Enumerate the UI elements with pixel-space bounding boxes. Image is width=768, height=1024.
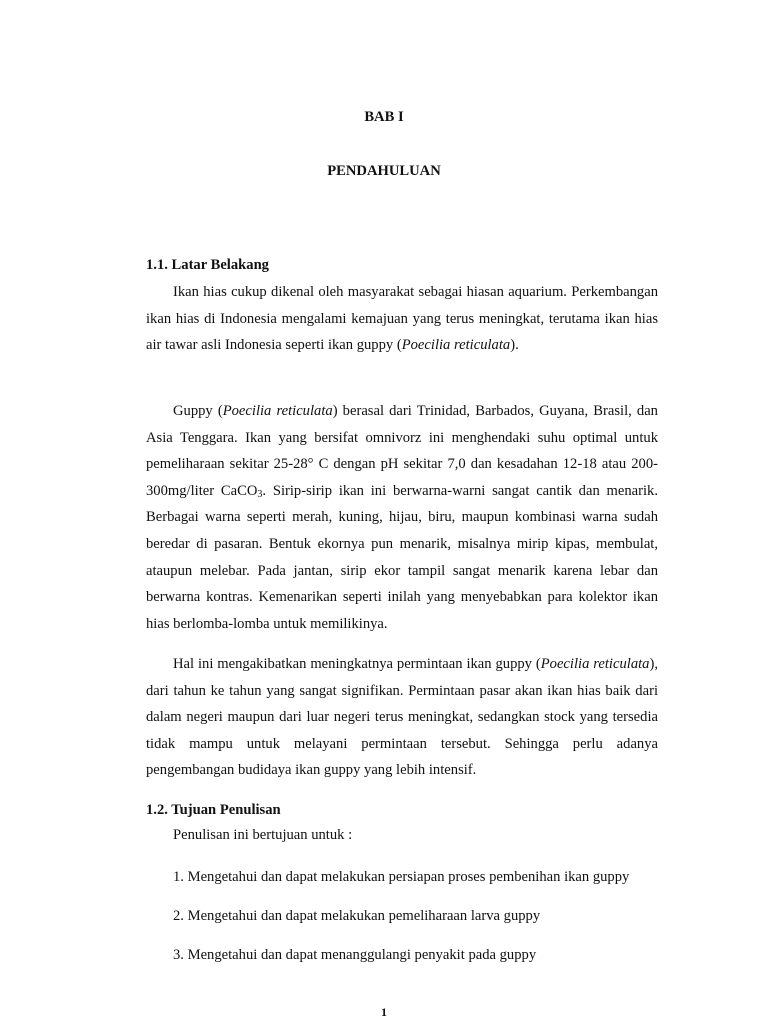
paragraph-1 bbox=[146, 279, 658, 359]
paragraph-2-text-a: Guppy ( bbox=[173, 403, 223, 419]
paragraph-2-text-b: ) berasal dari Trinidad, Barbados, Guyana, Brasil, dan Asia Tenggara. Ikan yang bersifat omnivorz ini menghendaki suhu optimal untuk pemeliharaan sekitar 25-28° C dengan pH sekitar 7,0 dan kesadahan 12-18 atau 200-300mg/liter CaCO bbox=[146, 403, 658, 499]
list-item: 2. Mengetahui dan dapat melakukan pemeliharaan larva guppy bbox=[173, 908, 541, 924]
chapter-number: BAB I bbox=[364, 109, 404, 125]
list-item: 1. Mengetahui dan dapat melakukan persiapan proses pembenihan ikan guppy bbox=[173, 869, 630, 885]
species-name: Poecilia reticulata bbox=[540, 656, 650, 672]
species-name: Poecilia reticulata bbox=[401, 337, 511, 354]
chemical-subscript: 3 bbox=[257, 488, 263, 500]
chapter-title: PENDAHULUAN bbox=[327, 163, 441, 179]
paragraph-2-text-c: . Sirip-sirip ikan ini berwarna-warni sangat cantik dan menarik. Berbagai warna seperti merah, kuning, hijau, biru, maupun kombinasi warna sudah beredar di pasaran. Bentuk ekornya pun menarik, misalnya mirip kipas, membulat, ataupun melebar. Pada jantan, sirip ekor tampil sangat menarik karena lebar dan berwarna kontras. Kemenarikan seperti inilah yang menyebabkan para kolektor ikan hias berlomba-lomba untuk memilikinya. bbox=[146, 482, 659, 632]
species-name: Poecilia reticulata bbox=[222, 403, 333, 419]
paragraph-1-text-b: ). bbox=[510, 337, 519, 354]
list-item: 3. Mengetahui dan dapat menanggulangi penyakit pada guppy bbox=[173, 947, 537, 963]
paragraph-2 bbox=[146, 398, 658, 637]
page-number: 1 bbox=[381, 1005, 387, 1019]
paragraph-3-text-b: ), dari tahun ke tahun yang sangat signifikan. Permintaan pasar akan ikan hias baik dari dalam negeri maupun dari luar negeri terus meningkat, sedangkan stock yang tersedia tidak mampu untuk melayani permintaan tersebut. Sehingga perlu adanya pengembangan budidaya ikan guppy yang lebih intensif. bbox=[146, 656, 658, 779]
paragraph-1-text-a: Ikan hias cukup dikenal oleh masyarakat sebagai hiasan aquarium. Perkembangan ikan hias di Indonesia mengalami kemajuan yang terus meningkat, terutama ikan hias air tawar asli Indonesia seperti ikan guppy ( bbox=[146, 284, 658, 354]
section-heading-latar-belakang: 1.1. Latar Belakang bbox=[146, 257, 269, 273]
objectives-intro: Penulisan ini bertujuan untuk : bbox=[173, 827, 353, 843]
paragraph-3 bbox=[146, 651, 658, 784]
paragraph-3-text-a: Hal ini mengakibatkan meningkatnya permintaan ikan guppy ( bbox=[173, 656, 541, 672]
section-heading-tujuan-penulisan: 1.2. Tujuan Penulisan bbox=[146, 802, 281, 818]
